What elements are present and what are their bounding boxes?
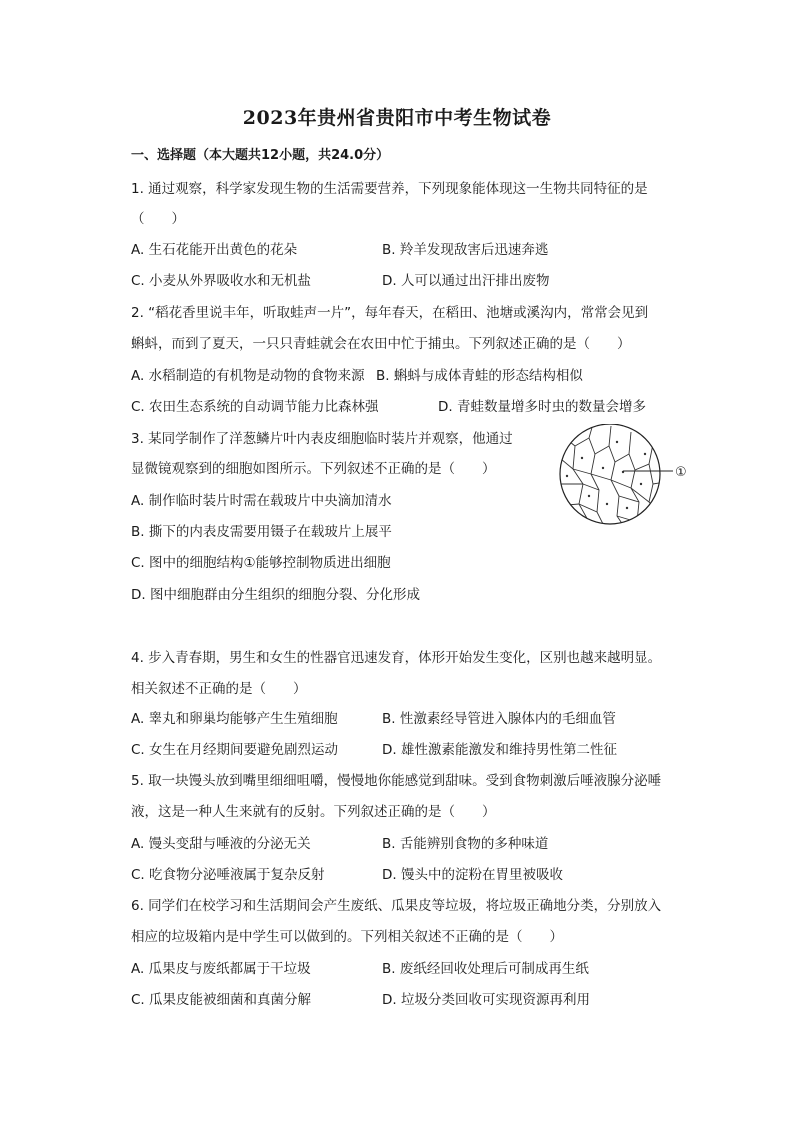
- question-5-option-b: B. 舌能辨别食物的多种味道: [382, 836, 549, 852]
- question-4-option-b: B. 性激素经导管进入腺体内的毛细血管: [382, 711, 616, 727]
- question-6-stem: 6. 同学们在校学习和生活期间会产生废纸、瓜果皮等垃圾，将垃圾正确地分类，分别放入: [131, 898, 662, 914]
- question-1-option-b: B. 羚羊发现敌害后迅速奔逃: [382, 242, 549, 258]
- question-2-stem-cont: 蝌蚪，而到了夏天，一只只青蛙就会在农田中忙于捕虫。下列叙述正确的是（ ）: [131, 336, 631, 352]
- question-5-stem: 5. 取一块馒头放到嘴里细细咀嚼，慢慢地你能感觉到甜味。受到食物刺激后唾液腺分泌唾: [131, 773, 662, 789]
- question-3-option-c: C. 图中的细胞结构①能够控制物质进出细胞: [131, 555, 391, 571]
- question-6-stem-cont: 相应的垃圾箱内是中学生可以做到的。下列相关叙述不正确的是（ ）: [131, 929, 563, 945]
- question-1-option-a: A. 生石花能开出黄色的花朵: [131, 242, 298, 258]
- question-1-stem-cont: （ ）: [131, 211, 185, 227]
- question-4-option-c: C. 女生在月经期间要避免剧烈运动: [131, 742, 339, 758]
- question-3-option-a: A. 制作临时装片时需在载玻片中央滴加清水: [131, 493, 392, 509]
- onion-cell-figure: [555, 424, 695, 534]
- section-heading: 一、选择题（本大题共12小题，共24.0分）: [131, 148, 390, 163]
- question-3-option-b: B. 撕下的内表皮需要用镊子在载玻片上展平: [131, 524, 392, 540]
- onion-cell-micrograph: [555, 424, 695, 534]
- question-5-stem-cont: 液，这是一种人生来就有的反射。下列叙述正确的是（ ）: [131, 804, 496, 820]
- question-2-option-c: C. 农田生态系统的自动调节能力比森林强: [131, 399, 379, 415]
- question-6-option-c: C. 瓜果皮能被细菌和真菌分解: [131, 992, 312, 1008]
- question-5-option-c: C. 吃食物分泌唾液属于复杂反射: [131, 867, 325, 883]
- figure-label-1: ①: [675, 465, 687, 480]
- question-1-stem: 1. 通过观察，科学家发现生物的生活需要营养，下列现象能体现这一生物共同特征的是: [131, 181, 648, 197]
- question-5-option-d: D. 馒头中的淀粉在胃里被吸收: [382, 867, 563, 883]
- question-3-stem-cont: 显微镜观察到的细胞如图所示。下列叙述不正确的是（ ）: [131, 461, 496, 477]
- question-4-option-a: A. 睾丸和卵巢均能够产生生殖细胞: [131, 711, 338, 727]
- question-5-option-a: A. 馒头变甜与唾液的分泌无关: [131, 836, 311, 852]
- question-2-stem: 2. “稻花香里说丰年，听取蛙声一片”，每年春天，在稻田、池塘或溪沟内，常常会见到: [131, 305, 649, 321]
- question-4-option-d: D. 雄性激素能激发和维持男性第二性征: [382, 742, 617, 758]
- question-2-option-b: B. 蝌蚪与成体青蛙的形态结构相似: [376, 368, 583, 384]
- question-6-option-d: D. 垃圾分类回收可实现资源再利用: [382, 992, 590, 1008]
- question-6-option-a: A. 瓜果皮与废纸都属于干垃圾: [131, 961, 311, 977]
- question-6-option-b: B. 废纸经回收处理后可制成再生纸: [382, 961, 589, 977]
- question-2-option-d: D. 青蛙数量增多时虫的数量会增多: [438, 399, 646, 415]
- question-3-stem: 3. 某同学制作了洋葱鳞片叶内表皮细胞临时装片并观察，他通过: [131, 431, 513, 447]
- question-3-option-d: D. 图中细胞群由分生组织的细胞分裂、分化形成: [131, 587, 420, 603]
- question-4-stem-cont: 相关叙述不正确的是（ ）: [131, 681, 307, 697]
- page-title: 2023年贵州省贵阳市中考生物试卷: [242, 107, 552, 129]
- question-2-option-a: A. 水稻制造的有机物是动物的食物来源: [131, 368, 365, 384]
- question-1-option-d: D. 人可以通过出汗排出废物: [382, 273, 550, 289]
- question-4-stem: 4. 步入青春期，男生和女生的性器官迅速发育，体形开始发生变化，区别也越来越明显。: [131, 650, 662, 666]
- question-1-option-c: C. 小麦从外界吸收水和无机盐: [131, 273, 312, 289]
